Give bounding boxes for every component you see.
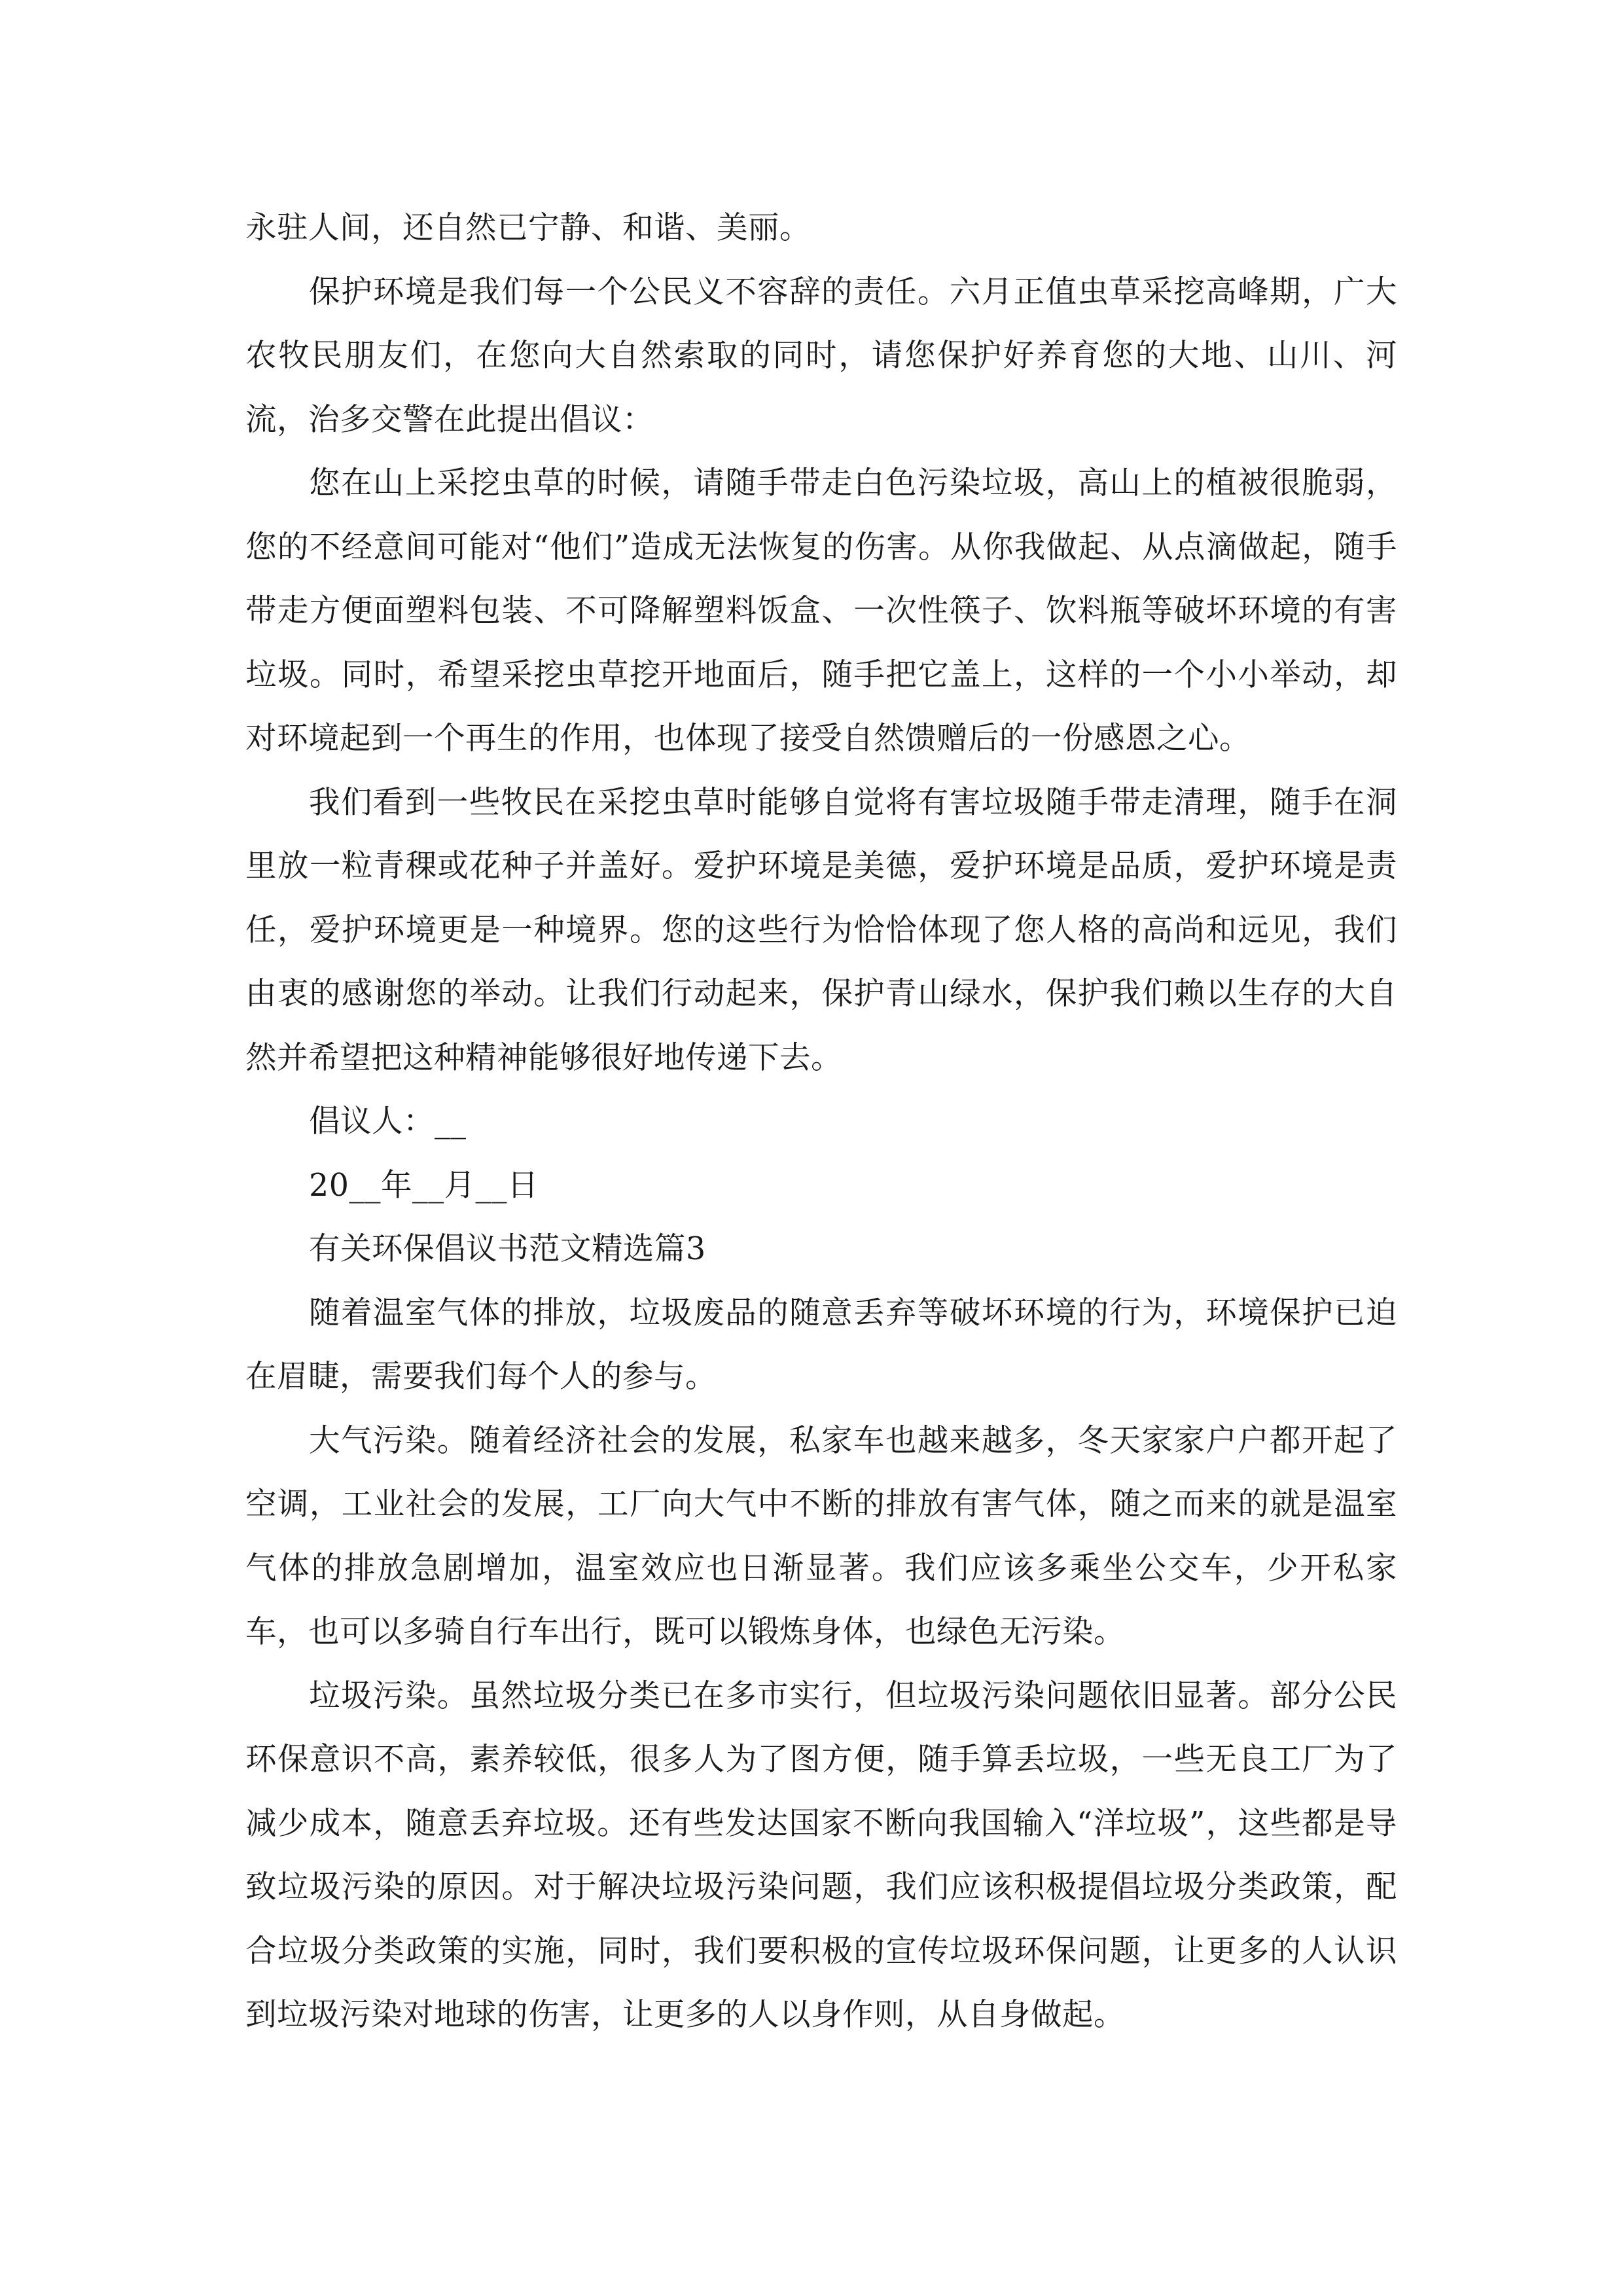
- paragraph-responsibility: 保护环境是我们每一个公民义不容辞的责任。六月正值虫草采挖高峰期，广大农牧民朋友们，在您向大自然索取的同时，请您保护好养育您的大地、山川、河流，治多交警在此提出倡议：: [245, 274, 1397, 438]
- document-body: [245, 196, 1397, 2047]
- section-heading: 有关环保倡议书范文精选篇3: [309, 1231, 706, 1267]
- paragraph-intro: 随着温室气体的排放，垃圾废品的随意丢弃等破坏环境的行为，环境保护已迫在眉睫，需要我们每个人的参与。: [245, 1295, 1397, 1395]
- paragraph-continuation: 永驻人间，还自然已宁静、和谐、美丽。: [245, 210, 811, 246]
- date-line: 20__年__月__日: [309, 1167, 539, 1204]
- paragraph-take-away-garbage: 您在山上采挖虫草的时候，请随手带走白色污染垃圾，高山上的植被很脆弱，您的不经意间可能对“他们”造成无法恢复的伤害。从你我做起、从点滴做起，随手带走方便面塑料包装、不可降解塑料饭盒、一次性筷子、饮料瓶等破坏环境的有害垃圾。同时，希望采挖虫草挖开地面后，随手把它盖上，这样的一个小小举动，却对环境起到一个再生的作用，也体现了接受自然馈赠后的一份感恩之心。: [245, 465, 1397, 757]
- paragraph-garbage-pollution: 垃圾污染。虽然垃圾分类已在多市实行，但垃圾污染问题依旧显著。部分公民环保意识不高，素养较低，很多人为了图方便，随手算丢垃圾，一些无良工厂为了减少成本，随意丢弃垃圾。还有些发达国家不断向我国输入“洋垃圾”，这些都是导致垃圾污染的原因。对于解决垃圾污染问题，我们应该积极提倡垃圾分类政策，配合垃圾分类政策的实施，同时，我们要积极的宣传垃圾环保问题，让更多的人认识到垃圾污染对地球的伤害，让更多的人以身作则，从自身做起。: [245, 1677, 1397, 2033]
- signature-line: 倡议人：__: [309, 1103, 467, 1139]
- paragraph-air-pollution: 大气污染。随着经济社会的发展，私家车也越来越多，冬天家家户户都开起了空调，工业社会的发展，工厂向大气中不断的排放有害气体，随之而来的就是温室气体的排放急剧增加，温室效应也日渐显著。我们应该多乘坐公交车，少开私家车，也可以多骑自行车出行，既可以锻炼身体，也绿色无污染。: [245, 1422, 1397, 1650]
- paragraph-herders-thanks: 我们看到一些牧民在采挖虫草时能够自觉将有害垃圾随手带走清理，随手在洞里放一粒青稞或花种子并盖好。爱护环境是美德，爱护环境是品质，爱护环境是责任，爱护环境更是一种境界。您的这些行为恰恰体现了您人格的高尚和远见，我们由衷的感谢您的举动。让我们行动起来，保护青山绿水，保护我们赖以生存的大自然并希望把这种精神能够很好地传递下去。: [245, 784, 1397, 1076]
